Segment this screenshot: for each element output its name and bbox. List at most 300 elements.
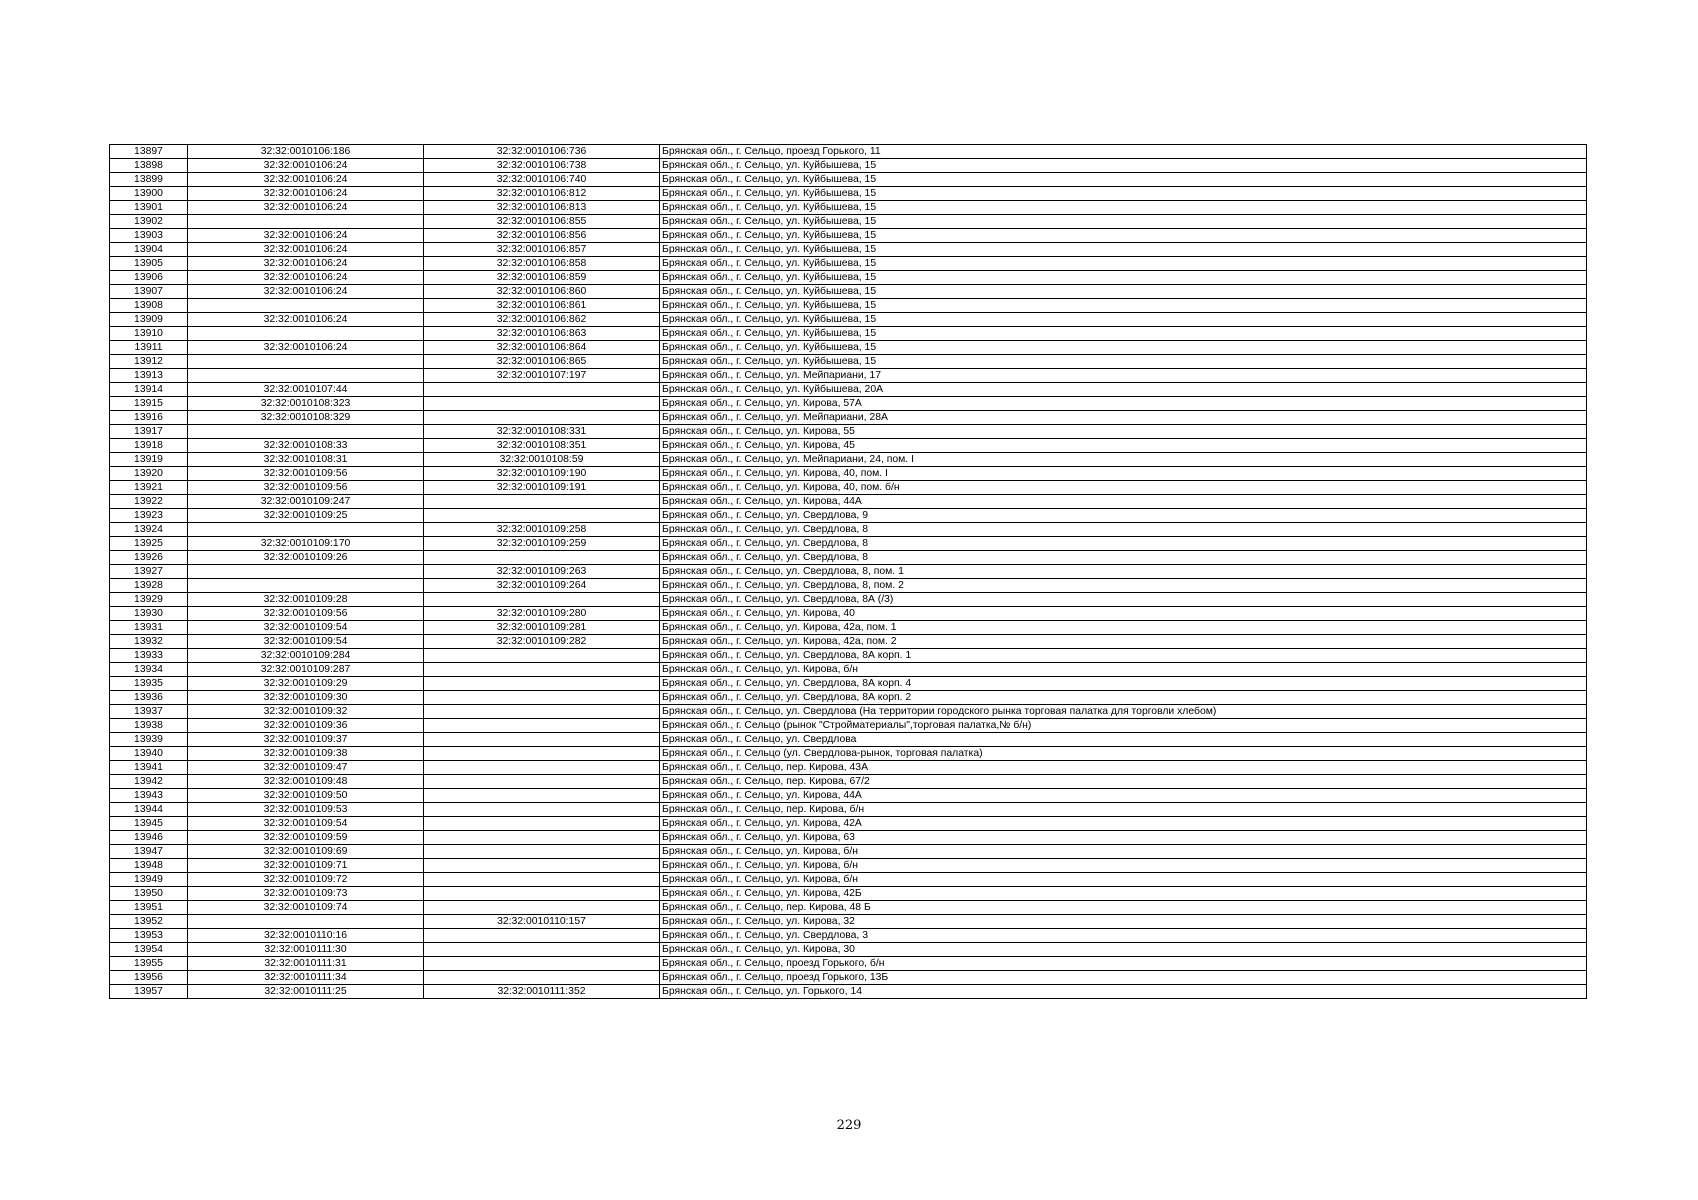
object-number-cell xyxy=(424,663,660,677)
address-cell: Брянская обл., г. Сельцо, ул. Куйбышева, 15 xyxy=(660,327,1587,341)
address-cell: Брянская обл., г. Сельцо, ул. Кирова, б/н xyxy=(660,663,1587,677)
parcel-number-cell: 32:32:0010109:247 xyxy=(188,495,424,509)
object-number-cell xyxy=(424,691,660,705)
object-number-cell: 32:32:0010109:282 xyxy=(424,635,660,649)
object-number-cell xyxy=(424,747,660,761)
row-number-cell: 13929 xyxy=(110,593,188,607)
object-number-cell: 32:32:0010106:863 xyxy=(424,327,660,341)
row-number-cell: 13946 xyxy=(110,831,188,845)
object-number-cell: 32:32:0010106:864 xyxy=(424,341,660,355)
table-row xyxy=(110,985,1587,999)
parcel-number-cell: 32:32:0010109:56 xyxy=(188,467,424,481)
row-number-cell: 13932 xyxy=(110,635,188,649)
table-row xyxy=(110,495,1587,509)
row-number-cell: 13953 xyxy=(110,929,188,943)
row-number-cell: 13948 xyxy=(110,859,188,873)
address-cell: Брянская обл., г. Сельцо, ул. Куйбышева, 15 xyxy=(660,215,1587,229)
table-row xyxy=(110,355,1587,369)
table-row xyxy=(110,859,1587,873)
parcel-number-cell: 32:32:0010109:37 xyxy=(188,733,424,747)
object-number-cell xyxy=(424,943,660,957)
parcel-number-cell: 32:32:0010109:56 xyxy=(188,607,424,621)
object-number-cell xyxy=(424,901,660,915)
object-number-cell: 32:32:0010106:862 xyxy=(424,313,660,327)
object-number-cell: 32:32:0010106:860 xyxy=(424,285,660,299)
row-number-cell: 13939 xyxy=(110,733,188,747)
address-cell: Брянская обл., г. Сельцо, ул. Куйбышева, 15 xyxy=(660,159,1587,173)
object-number-cell xyxy=(424,761,660,775)
table-body xyxy=(110,145,1587,999)
parcel-number-cell: 32:32:0010106:24 xyxy=(188,229,424,243)
table-row xyxy=(110,425,1587,439)
table-row xyxy=(110,229,1587,243)
address-cell: Брянская обл., г. Сельцо, пер. Кирова, б/н xyxy=(660,803,1587,817)
row-number-cell: 13901 xyxy=(110,201,188,215)
table-row xyxy=(110,649,1587,663)
address-cell: Брянская обл., г. Сельцо, пер. Кирова, 67/2 xyxy=(660,775,1587,789)
table-row xyxy=(110,915,1587,929)
row-number-cell: 13899 xyxy=(110,173,188,187)
row-number-cell: 13938 xyxy=(110,719,188,733)
object-number-cell xyxy=(424,831,660,845)
address-cell: Брянская обл., г. Сельцо, ул. Куйбышева, 15 xyxy=(660,243,1587,257)
address-cell: Брянская обл., г. Сельцо, ул. Кирова, 40, пом. I xyxy=(660,467,1587,481)
row-number-cell: 13925 xyxy=(110,537,188,551)
parcel-number-cell: 32:32:0010109:36 xyxy=(188,719,424,733)
table-row xyxy=(110,733,1587,747)
parcel-number-cell: 32:32:0010106:24 xyxy=(188,201,424,215)
row-number-cell: 13902 xyxy=(110,215,188,229)
parcel-number-cell: 32:32:0010109:54 xyxy=(188,621,424,635)
parcel-number-cell: 32:32:0010107:44 xyxy=(188,383,424,397)
object-number-cell: 32:32:0010106:855 xyxy=(424,215,660,229)
parcel-number-cell: 32:32:0010111:30 xyxy=(188,943,424,957)
table-row xyxy=(110,789,1587,803)
object-number-cell xyxy=(424,411,660,425)
row-number-cell: 13937 xyxy=(110,705,188,719)
address-cell: Брянская обл., г. Сельцо, ул. Кирова, 40 xyxy=(660,607,1587,621)
table-row xyxy=(110,565,1587,579)
parcel-number-cell: 32:32:0010109:38 xyxy=(188,747,424,761)
page-number: 229 xyxy=(836,1118,862,1133)
table-row xyxy=(110,523,1587,537)
table-row xyxy=(110,747,1587,761)
address-cell: Брянская обл., г. Сельцо, ул. Куйбышева, 15 xyxy=(660,299,1587,313)
parcel-number-cell: 32:32:0010106:24 xyxy=(188,173,424,187)
row-number-cell: 13905 xyxy=(110,257,188,271)
row-number-cell: 13915 xyxy=(110,397,188,411)
object-number-cell: 32:32:0010109:258 xyxy=(424,523,660,537)
parcel-number-cell: 32:32:0010106:24 xyxy=(188,243,424,257)
table-row xyxy=(110,943,1587,957)
address-cell: Брянская обл., г. Сельцо, ул. Кирова, 30 xyxy=(660,943,1587,957)
row-number-cell: 13945 xyxy=(110,817,188,831)
table-row xyxy=(110,453,1587,467)
table-row xyxy=(110,481,1587,495)
object-number-cell: 32:32:0010106:857 xyxy=(424,243,660,257)
parcel-number-cell: 32:32:0010108:323 xyxy=(188,397,424,411)
row-number-cell: 13912 xyxy=(110,355,188,369)
address-cell: Брянская обл., г. Сельцо, пер. Кирова, 43А xyxy=(660,761,1587,775)
row-number-cell: 13933 xyxy=(110,649,188,663)
address-cell: Брянская обл., г. Сельцо, ул. Куйбышева, 15 xyxy=(660,229,1587,243)
row-number-cell: 13954 xyxy=(110,943,188,957)
row-number-cell: 13951 xyxy=(110,901,188,915)
object-number-cell xyxy=(424,593,660,607)
object-number-cell xyxy=(424,887,660,901)
row-number-cell: 13919 xyxy=(110,453,188,467)
address-cell: Брянская обл., г. Сельцо, ул. Свердлова, 8А корп. 2 xyxy=(660,691,1587,705)
table-row xyxy=(110,397,1587,411)
row-number-cell: 13940 xyxy=(110,747,188,761)
row-number-cell: 13904 xyxy=(110,243,188,257)
parcel-number-cell xyxy=(188,215,424,229)
parcel-number-cell: 32:32:0010110:16 xyxy=(188,929,424,943)
table-row xyxy=(110,509,1587,523)
row-number-cell: 13931 xyxy=(110,621,188,635)
row-number-cell: 13957 xyxy=(110,985,188,999)
object-number-cell xyxy=(424,789,660,803)
address-cell: Брянская обл., г. Сельцо, проезд Горького, 11 xyxy=(660,145,1587,159)
address-cell: Брянская обл., г. Сельцо, ул. Кирова, 42а, пом. 2 xyxy=(660,635,1587,649)
address-cell: Брянская обл., г. Сельцо, ул. Свердлова, 8А (/3) xyxy=(660,593,1587,607)
address-cell: Брянская обл., г. Сельцо, пер. Кирова, 48 Б xyxy=(660,901,1587,915)
row-number-cell: 13922 xyxy=(110,495,188,509)
row-number-cell: 13942 xyxy=(110,775,188,789)
row-number-cell: 13918 xyxy=(110,439,188,453)
row-number-cell: 13955 xyxy=(110,957,188,971)
object-number-cell xyxy=(424,733,660,747)
row-number-cell: 13917 xyxy=(110,425,188,439)
parcel-number-cell: 32:32:0010109:287 xyxy=(188,663,424,677)
address-cell: Брянская обл., г. Сельцо, ул. Куйбышева, 15 xyxy=(660,187,1587,201)
row-number-cell: 13907 xyxy=(110,285,188,299)
parcel-number-cell xyxy=(188,579,424,593)
object-number-cell: 32:32:0010106:738 xyxy=(424,159,660,173)
table-row xyxy=(110,635,1587,649)
parcel-number-cell: 32:32:0010109:73 xyxy=(188,887,424,901)
row-number-cell: 13927 xyxy=(110,565,188,579)
address-cell: Брянская обл., г. Сельцо, проезд Горького, 13Б xyxy=(660,971,1587,985)
parcel-number-cell: 32:32:0010109:29 xyxy=(188,677,424,691)
row-number-cell: 13950 xyxy=(110,887,188,901)
table-row xyxy=(110,971,1587,985)
address-cell: Брянская обл., г. Сельцо, ул. Кирова, б/н xyxy=(660,845,1587,859)
parcel-number-cell: 32:32:0010109:59 xyxy=(188,831,424,845)
row-number-cell: 13910 xyxy=(110,327,188,341)
object-number-cell: 32:32:0010106:740 xyxy=(424,173,660,187)
object-number-cell xyxy=(424,817,660,831)
object-number-cell: 32:32:0010106:861 xyxy=(424,299,660,313)
address-cell: Брянская обл., г. Сельцо, ул. Кирова, 42А xyxy=(660,817,1587,831)
object-number-cell: 32:32:0010106:736 xyxy=(424,145,660,159)
object-number-cell: 32:32:0010106:812 xyxy=(424,187,660,201)
parcel-number-cell: 32:32:0010106:24 xyxy=(188,271,424,285)
object-number-cell: 32:32:0010106:858 xyxy=(424,257,660,271)
object-number-cell xyxy=(424,803,660,817)
parcel-number-cell: 32:32:0010109:71 xyxy=(188,859,424,873)
address-cell: Брянская обл., г. Сельцо, ул. Куйбышева, 15 xyxy=(660,355,1587,369)
object-number-cell: 32:32:0010108:331 xyxy=(424,425,660,439)
row-number-cell: 13908 xyxy=(110,299,188,313)
address-cell: Брянская обл., г. Сельцо, ул. Кирова, 40, пом. б/н xyxy=(660,481,1587,495)
row-number-cell: 13936 xyxy=(110,691,188,705)
object-number-cell: 32:32:0010109:280 xyxy=(424,607,660,621)
parcel-number-cell: 32:32:0010109:54 xyxy=(188,817,424,831)
table-row xyxy=(110,775,1587,789)
row-number-cell: 13928 xyxy=(110,579,188,593)
address-cell: Брянская обл., г. Сельцо, проезд Горького, б/н xyxy=(660,957,1587,971)
table-row xyxy=(110,215,1587,229)
table-row xyxy=(110,173,1587,187)
object-number-cell: 32:32:0010106:865 xyxy=(424,355,660,369)
object-number-cell: 32:32:0010108:351 xyxy=(424,439,660,453)
row-number-cell: 13943 xyxy=(110,789,188,803)
row-number-cell: 13897 xyxy=(110,145,188,159)
row-number-cell: 13898 xyxy=(110,159,188,173)
object-number-cell: 32:32:0010106:859 xyxy=(424,271,660,285)
address-cell: Брянская обл., г. Сельцо, ул. Кирова, 63 xyxy=(660,831,1587,845)
row-number-cell: 13952 xyxy=(110,915,188,929)
row-number-cell: 13926 xyxy=(110,551,188,565)
address-cell: Брянская обл., г. Сельцо, ул. Кирова, 57А xyxy=(660,397,1587,411)
row-number-cell: 13956 xyxy=(110,971,188,985)
address-cell: Брянская обл., г. Сельцо, ул. Кирова, 45 xyxy=(660,439,1587,453)
parcel-number-cell: 32:32:0010109:284 xyxy=(188,649,424,663)
table-row xyxy=(110,593,1587,607)
address-cell: Брянская обл., г. Сельцо, ул. Свердлова, 8, пом. 2 xyxy=(660,579,1587,593)
table-row xyxy=(110,831,1587,845)
parcel-number-cell: 32:32:0010109:56 xyxy=(188,481,424,495)
parcel-number-cell xyxy=(188,299,424,313)
row-number-cell: 13909 xyxy=(110,313,188,327)
address-cell: Брянская обл., г. Сельцо, ул. Куйбышева, 15 xyxy=(660,257,1587,271)
object-number-cell xyxy=(424,873,660,887)
parcel-number-cell: 32:32:0010106:24 xyxy=(188,313,424,327)
parcel-number-cell: 32:32:0010109:32 xyxy=(188,705,424,719)
address-cell: Брянская обл., г. Сельцо, ул. Горького, 14 xyxy=(660,985,1587,999)
object-number-cell: 32:32:0010109:281 xyxy=(424,621,660,635)
parcel-number-cell: 32:32:0010109:170 xyxy=(188,537,424,551)
address-cell: Брянская обл., г. Сельцо, ул. Мейпариани, 28А xyxy=(660,411,1587,425)
address-cell: Брянская обл., г. Сельцо, ул. Кирова, 55 xyxy=(660,425,1587,439)
address-cell: Брянская обл., г. Сельцо, ул. Кирова, 42Б xyxy=(660,887,1587,901)
object-number-cell: 32:32:0010109:263 xyxy=(424,565,660,579)
row-number-cell: 13921 xyxy=(110,481,188,495)
address-cell: Брянская обл., г. Сельцо, ул. Кирова, 44А xyxy=(660,495,1587,509)
object-number-cell xyxy=(424,719,660,733)
row-number-cell: 13916 xyxy=(110,411,188,425)
parcel-number-cell xyxy=(188,355,424,369)
table-row xyxy=(110,691,1587,705)
table-row xyxy=(110,313,1587,327)
row-number-cell: 13913 xyxy=(110,369,188,383)
table-row xyxy=(110,579,1587,593)
table-row xyxy=(110,243,1587,257)
object-number-cell xyxy=(424,775,660,789)
object-number-cell xyxy=(424,677,660,691)
object-number-cell xyxy=(424,649,660,663)
address-cell: Брянская обл., г. Сельцо, ул. Свердлова, 8А корп. 4 xyxy=(660,677,1587,691)
parcel-number-cell: 32:32:0010109:53 xyxy=(188,803,424,817)
row-number-cell: 13923 xyxy=(110,509,188,523)
object-number-cell xyxy=(424,495,660,509)
address-cell: Брянская обл., г. Сельцо (ул. Свердлова-рынок, торговая палатка) xyxy=(660,747,1587,761)
address-cell: Брянская обл., г. Сельцо, ул. Мейпариани, 24, пом. I xyxy=(660,453,1587,467)
row-number-cell: 13934 xyxy=(110,663,188,677)
table-row xyxy=(110,929,1587,943)
address-cell: Брянская обл., г. Сельцо, ул. Свердлова, 8 xyxy=(660,523,1587,537)
address-cell: Брянская обл., г. Сельцо, ул. Свердлова, 8, пом. 1 xyxy=(660,565,1587,579)
row-number-cell: 13947 xyxy=(110,845,188,859)
parcel-number-cell: 32:32:0010106:24 xyxy=(188,159,424,173)
parcel-number-cell xyxy=(188,915,424,929)
row-number-cell: 13944 xyxy=(110,803,188,817)
object-number-cell xyxy=(424,397,660,411)
address-cell: Брянская обл., г. Сельцо, ул. Свердлова, 9 xyxy=(660,509,1587,523)
object-number-cell: 32:32:0010109:191 xyxy=(424,481,660,495)
address-cell: Брянская обл., г. Сельцо, ул. Куйбышева, 15 xyxy=(660,271,1587,285)
parcel-number-cell: 32:32:0010106:24 xyxy=(188,341,424,355)
table-row xyxy=(110,719,1587,733)
table-row xyxy=(110,873,1587,887)
parcel-number-cell: 32:32:0010108:31 xyxy=(188,453,424,467)
table-row xyxy=(110,607,1587,621)
row-number-cell: 13941 xyxy=(110,761,188,775)
table-row xyxy=(110,257,1587,271)
parcel-number-cell: 32:32:0010109:72 xyxy=(188,873,424,887)
parcel-number-cell: 32:32:0010109:30 xyxy=(188,691,424,705)
address-cell: Брянская обл., г. Сельцо, ул. Кирова, 42а, пом. 1 xyxy=(660,621,1587,635)
object-number-cell xyxy=(424,957,660,971)
table-row xyxy=(110,299,1587,313)
table-row xyxy=(110,803,1587,817)
table-row xyxy=(110,817,1587,831)
row-number-cell: 13930 xyxy=(110,607,188,621)
parcel-number-cell xyxy=(188,425,424,439)
table-row xyxy=(110,439,1587,453)
parcel-number-cell xyxy=(188,327,424,341)
table-row xyxy=(110,537,1587,551)
address-cell: Брянская обл., г. Сельцо, ул. Мейпариани, 17 xyxy=(660,369,1587,383)
table-row xyxy=(110,845,1587,859)
parcel-number-cell: 32:32:0010106:24 xyxy=(188,187,424,201)
address-cell: Брянская обл., г. Сельцо, ул. Куйбышева, 15 xyxy=(660,173,1587,187)
row-number-cell: 13906 xyxy=(110,271,188,285)
address-cell: Брянская обл., г. Сельцо, ул. Свердлова, 3 xyxy=(660,929,1587,943)
parcel-number-cell: 32:32:0010109:48 xyxy=(188,775,424,789)
object-number-cell xyxy=(424,705,660,719)
table-row xyxy=(110,383,1587,397)
object-number-cell: 32:32:0010111:352 xyxy=(424,985,660,999)
parcel-number-cell: 32:32:0010108:329 xyxy=(188,411,424,425)
object-number-cell: 32:32:0010106:813 xyxy=(424,201,660,215)
address-cell: Брянская обл., г. Сельцо, ул. Свердлова xyxy=(660,733,1587,747)
table-row xyxy=(110,369,1587,383)
parcel-number-cell: 32:32:0010111:34 xyxy=(188,971,424,985)
table-row xyxy=(110,327,1587,341)
address-cell: Брянская обл., г. Сельцо, ул. Свердлова, 8 xyxy=(660,551,1587,565)
address-cell: Брянская обл., г. Сельцо, ул. Кирова, б/н xyxy=(660,859,1587,873)
address-cell: Брянская обл., г. Сельцо, ул. Свердлова, 8А корп. 1 xyxy=(660,649,1587,663)
parcel-number-cell: 32:32:0010108:33 xyxy=(188,439,424,453)
table-row xyxy=(110,887,1587,901)
table-row xyxy=(110,663,1587,677)
parcel-number-cell: 32:32:0010111:25 xyxy=(188,985,424,999)
address-cell: Брянская обл., г. Сельцо, ул. Кирова, 32 xyxy=(660,915,1587,929)
parcel-number-cell: 32:32:0010109:47 xyxy=(188,761,424,775)
parcel-number-cell: 32:32:0010111:31 xyxy=(188,957,424,971)
object-number-cell xyxy=(424,929,660,943)
object-number-cell xyxy=(424,971,660,985)
table-row xyxy=(110,201,1587,215)
parcel-number-cell: 32:32:0010109:25 xyxy=(188,509,424,523)
table-row xyxy=(110,551,1587,565)
row-number-cell: 13911 xyxy=(110,341,188,355)
parcel-number-cell xyxy=(188,369,424,383)
table-row xyxy=(110,285,1587,299)
parcel-number-cell xyxy=(188,523,424,537)
row-number-cell: 13903 xyxy=(110,229,188,243)
object-number-cell xyxy=(424,845,660,859)
table-row xyxy=(110,621,1587,635)
object-number-cell: 32:32:0010108:59 xyxy=(424,453,660,467)
row-number-cell: 13924 xyxy=(110,523,188,537)
object-number-cell: 32:32:0010110:157 xyxy=(424,915,660,929)
object-number-cell: 32:32:0010109:264 xyxy=(424,579,660,593)
table-row xyxy=(110,159,1587,173)
row-number-cell: 13935 xyxy=(110,677,188,691)
table-row xyxy=(110,705,1587,719)
object-number-cell xyxy=(424,509,660,523)
object-number-cell: 32:32:0010107:197 xyxy=(424,369,660,383)
table-row xyxy=(110,901,1587,915)
table-row xyxy=(110,957,1587,971)
cadastral-table xyxy=(109,144,1587,999)
object-number-cell: 32:32:0010109:190 xyxy=(424,467,660,481)
parcel-number-cell: 32:32:0010109:54 xyxy=(188,635,424,649)
address-cell: Брянская обл., г. Сельцо, ул. Кирова, б/н xyxy=(660,873,1587,887)
address-cell: Брянская обл., г. Сельцо, ул. Свердлова, 8 xyxy=(660,537,1587,551)
table-row xyxy=(110,761,1587,775)
parcel-number-cell: 32:32:0010106:24 xyxy=(188,257,424,271)
parcel-number-cell xyxy=(188,565,424,579)
address-cell: Брянская обл., г. Сельцо (рынок "Стройматериалы",торговая палатка,№ б/н) xyxy=(660,719,1587,733)
row-number-cell: 13900 xyxy=(110,187,188,201)
table-row xyxy=(110,187,1587,201)
object-number-cell xyxy=(424,551,660,565)
parcel-number-cell: 32:32:0010109:50 xyxy=(188,789,424,803)
address-cell: Брянская обл., г. Сельцо, ул. Свердлова (На территории городского рынка торговая палатка для торговли хлебом) xyxy=(660,705,1587,719)
parcel-number-cell: 32:32:0010106:24 xyxy=(188,285,424,299)
parcel-number-cell: 32:32:0010109:28 xyxy=(188,593,424,607)
row-number-cell: 13949 xyxy=(110,873,188,887)
table-row xyxy=(110,341,1587,355)
table-row xyxy=(110,411,1587,425)
address-cell: Брянская обл., г. Сельцо, ул. Куйбышева, 15 xyxy=(660,201,1587,215)
object-number-cell xyxy=(424,859,660,873)
object-number-cell: 32:32:0010106:856 xyxy=(424,229,660,243)
address-cell: Брянская обл., г. Сельцо, ул. Куйбышева, 15 xyxy=(660,313,1587,327)
address-cell: Брянская обл., г. Сельцо, ул. Куйбышева, 15 xyxy=(660,285,1587,299)
parcel-number-cell: 32:32:0010109:74 xyxy=(188,901,424,915)
parcel-number-cell: 32:32:0010109:69 xyxy=(188,845,424,859)
object-number-cell: 32:32:0010109:259 xyxy=(424,537,660,551)
table-row xyxy=(110,271,1587,285)
address-cell: Брянская обл., г. Сельцо, ул. Кирова, 44А xyxy=(660,789,1587,803)
object-number-cell xyxy=(424,383,660,397)
row-number-cell: 13920 xyxy=(110,467,188,481)
